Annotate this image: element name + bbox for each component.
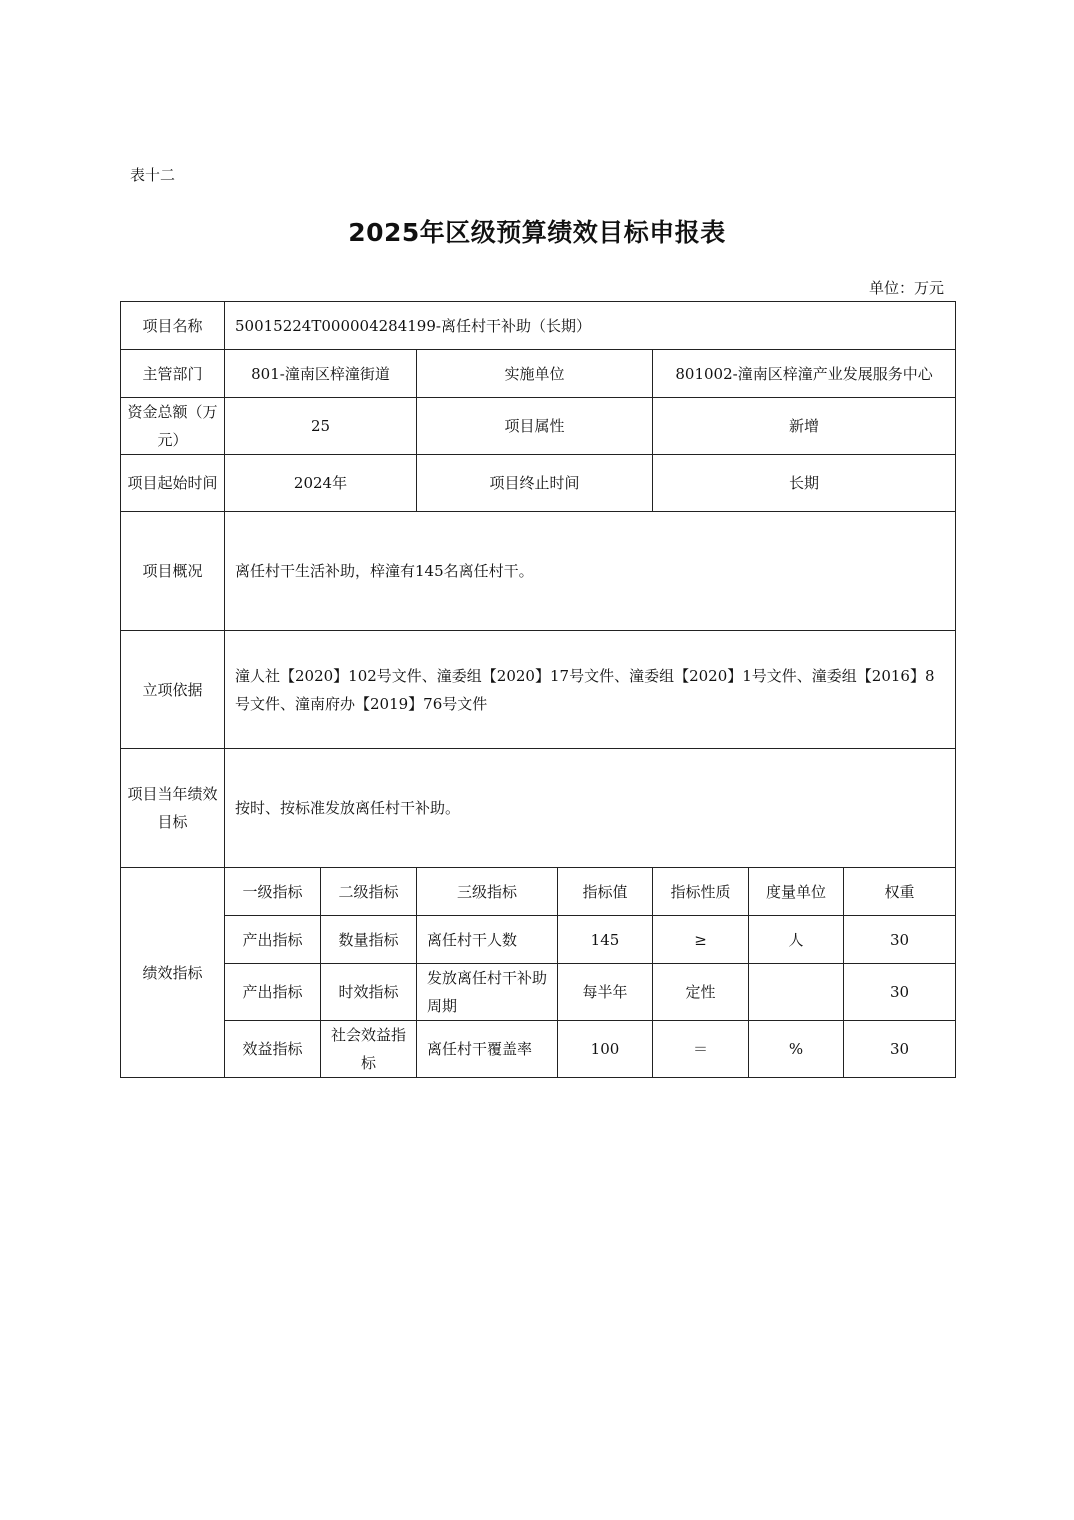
department-value: 801-潼南区梓潼街道 [225, 350, 417, 398]
header-value: 指标值 [558, 868, 653, 916]
performance-indicator-label: 绩效指标 [121, 868, 225, 1078]
row-fund [121, 398, 956, 455]
header-level3: 三级指标 [417, 868, 558, 916]
nature-cell: ＝ [653, 1021, 749, 1078]
row-period [121, 455, 956, 512]
annual-goal-value: 按时、按标准发放离任村干补助。 [225, 749, 956, 868]
end-time-value: 长期 [653, 455, 956, 512]
level3-cell: 发放离任村干补助周期 [417, 964, 558, 1021]
department-label: 主管部门 [121, 350, 225, 398]
row-annual-goal [121, 749, 956, 868]
indicator-row [121, 1021, 956, 1078]
level1-cell: 产出指标 [225, 916, 321, 964]
weight-cell: 30 [844, 1021, 956, 1078]
implementing-unit-value: 801002-潼南区梓潼产业发展服务中心 [653, 350, 956, 398]
level1-cell: 效益指标 [225, 1021, 321, 1078]
row-overview [121, 512, 956, 631]
project-name-value: 50015224T000004284199-离任村干补助（长期） [225, 302, 956, 350]
annual-goal-label: 项目当年绩效目标 [121, 749, 225, 868]
weight-cell: 30 [844, 964, 956, 1021]
header-unit: 度量单位 [749, 868, 844, 916]
row-department [121, 350, 956, 398]
weight-cell: 30 [844, 916, 956, 964]
basis-value: 潼人社【2020】102号文件、潼委组【2020】17号文件、潼委组【2020】1号文件、潼委组【2016】8号文件、潼南府办【2019】76号文件 [225, 631, 956, 749]
level1-cell: 产出指标 [225, 964, 321, 1021]
project-name-label: 项目名称 [121, 302, 225, 350]
level2-cell: 时效指标 [321, 964, 417, 1021]
implementing-unit-label: 实施单位 [417, 350, 653, 398]
value-cell: 145 [558, 916, 653, 964]
project-attribute-value: 新增 [653, 398, 956, 455]
indicator-row [121, 916, 956, 964]
unit-cell: 人 [749, 916, 844, 964]
table-number: 表十二 [130, 166, 176, 184]
unit-label: 单位：万元 [868, 279, 944, 297]
level2-cell: 数量指标 [321, 916, 417, 964]
value-cell: 100 [558, 1021, 653, 1078]
level2-cell: 社会效益指标 [321, 1021, 417, 1078]
indicator-header-row [121, 868, 956, 916]
level3-cell: 离任村干人数 [417, 916, 558, 964]
budget-performance-form [120, 301, 956, 1078]
fund-total-value: 25 [225, 398, 417, 455]
unit-cell [749, 964, 844, 1021]
end-time-label: 项目终止时间 [417, 455, 653, 512]
header-level1: 一级指标 [225, 868, 321, 916]
fund-total-label: 资金总额（万元） [121, 398, 225, 455]
header-nature: 指标性质 [653, 868, 749, 916]
row-basis [121, 631, 956, 749]
project-attribute-label: 项目属性 [417, 398, 653, 455]
row-project-name [121, 302, 956, 350]
header-weight: 权重 [844, 868, 956, 916]
start-time-label: 项目起始时间 [121, 455, 225, 512]
basis-label: 立项依据 [121, 631, 225, 749]
start-time-value: 2024年 [225, 455, 417, 512]
document-title: 2025年区级预算绩效目标申报表 [348, 218, 726, 247]
header-level2: 二级指标 [321, 868, 417, 916]
indicator-row [121, 964, 956, 1021]
level3-cell: 离任村干覆盖率 [417, 1021, 558, 1078]
overview-value: 离任村干生活补助，梓潼有145名离任村干。 [225, 512, 956, 631]
nature-cell: ≥ [653, 916, 749, 964]
nature-cell: 定性 [653, 964, 749, 1021]
unit-cell: % [749, 1021, 844, 1078]
overview-label: 项目概况 [121, 512, 225, 631]
value-cell: 每半年 [558, 964, 653, 1021]
